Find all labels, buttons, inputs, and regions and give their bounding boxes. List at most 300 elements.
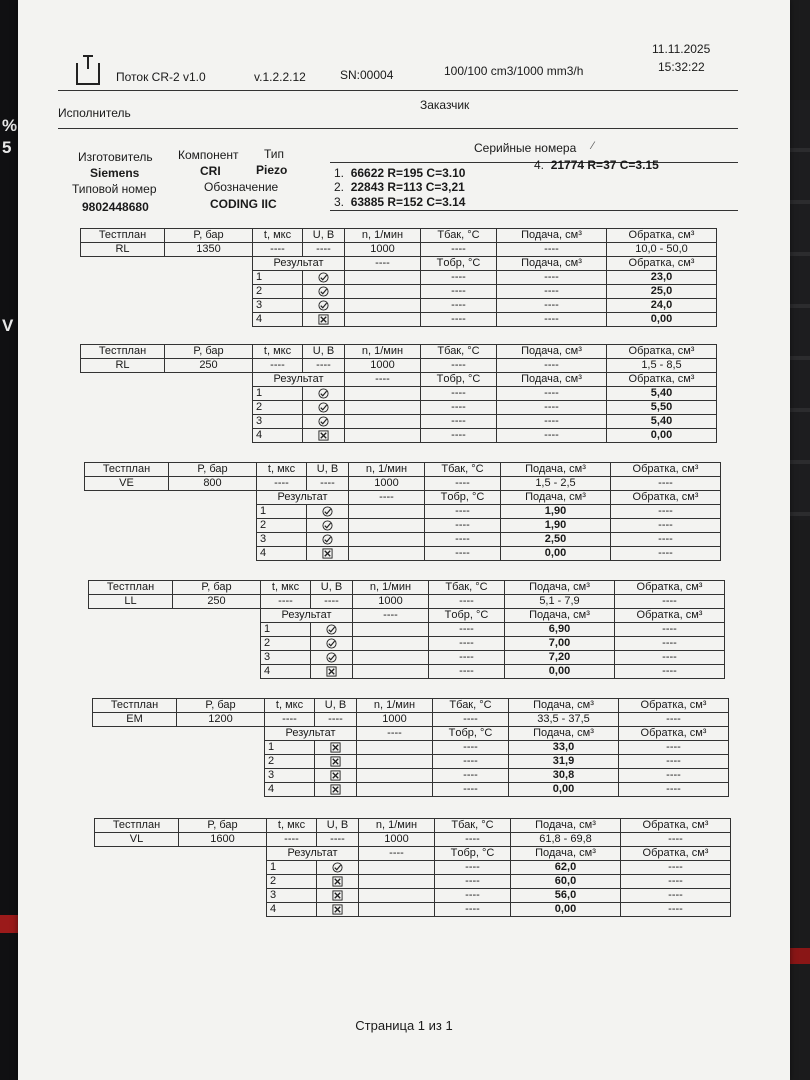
table-params-row: [81, 243, 717, 257]
table-cell: U, B: [303, 345, 345, 359]
table-cell: Обратка, см³: [619, 699, 729, 713]
manufacturer-value: Siemens: [90, 166, 140, 180]
table-cell: U, B: [303, 229, 345, 243]
return-range: ----: [619, 713, 729, 727]
designation-value: CODING IIC: [210, 197, 277, 211]
return-value: ----: [615, 623, 725, 637]
injector-index: 1: [253, 271, 303, 285]
pressure-value: 800: [169, 477, 257, 491]
typenum-label: Типовой номер: [72, 182, 157, 196]
return-value: 24,0: [607, 299, 717, 313]
background-glyph: V: [2, 316, 14, 335]
table-cell: Обратка, см³: [607, 229, 717, 243]
cross-icon: [315, 769, 357, 783]
return-value: ----: [621, 889, 731, 903]
supply-value: 0,00: [511, 903, 621, 917]
return-range: ----: [621, 833, 731, 847]
return-value: ----: [611, 505, 721, 519]
return-value: ----: [615, 651, 725, 665]
supply-value: 0,00: [505, 665, 615, 679]
supply-range: 33,5 - 37,5: [509, 713, 619, 727]
customer-label: Заказчик: [420, 98, 470, 112]
supply-value: ----: [497, 299, 607, 313]
table-cell: Tбак, °C: [435, 819, 511, 833]
return-value: ----: [611, 519, 721, 533]
return-value: ----: [619, 783, 729, 797]
component-value: CRI: [200, 164, 221, 178]
testplan-code: RL: [81, 359, 165, 373]
supply-range: 61,8 - 69,8: [511, 833, 621, 847]
table-cell: Подача, см³: [501, 463, 611, 477]
table-header-row: [81, 229, 717, 243]
table-cell: ----: [261, 595, 311, 609]
table-cell: ----: [429, 651, 505, 665]
rpm-value: 1000: [357, 713, 433, 727]
supply-value: 30,8: [509, 769, 619, 783]
pressure-value: 1600: [179, 833, 267, 847]
table-result-header: [89, 609, 725, 623]
check-icon: [307, 533, 349, 547]
supply-value: 6,90: [505, 623, 615, 637]
supply-value: ----: [497, 285, 607, 299]
cross-icon: [315, 741, 357, 755]
table-cell: ----: [429, 637, 505, 651]
table-row: [85, 505, 721, 519]
table-row: [81, 429, 717, 443]
table-cell: Подача, см³: [497, 373, 607, 387]
table-cell: U, B: [315, 699, 357, 713]
table-cell: ----: [257, 477, 307, 491]
table-cell: ----: [265, 713, 315, 727]
manufacturer-label: Изготовитель: [78, 150, 153, 164]
table-cell: t, мкс: [265, 699, 315, 713]
table-row: [95, 875, 731, 889]
injector-index: 1: [261, 623, 311, 637]
table-cell: ----: [317, 833, 359, 847]
table-cell: U, B: [317, 819, 359, 833]
table-cell: n, 1/мин: [349, 463, 425, 477]
table-cell: ----: [303, 359, 345, 373]
table-cell: Тестплан: [95, 819, 179, 833]
injector-index: 2: [253, 401, 303, 415]
table-cell: n, 1/мин: [345, 345, 421, 359]
page-footer: Страница 1 из 1: [355, 1018, 453, 1033]
table-cell: ----: [429, 665, 505, 679]
cross-icon: [317, 875, 359, 889]
table-header-row: [85, 463, 721, 477]
table-cell: ----: [349, 491, 425, 505]
serial-item: 4. 21774 R=37 C=3.15: [534, 158, 659, 172]
injector-index: 2: [253, 285, 303, 299]
table-cell: Обратка, см³: [611, 491, 721, 505]
table-cell: ----: [435, 833, 511, 847]
return-value: 0,00: [607, 313, 717, 327]
table-cell: Подача, см³: [501, 491, 611, 505]
table-cell: ----: [421, 401, 497, 415]
table-cell: Обратка, см³: [615, 581, 725, 595]
cross-icon: [311, 665, 353, 679]
table-row: [93, 741, 729, 755]
table-cell: ----: [435, 861, 511, 875]
table-cell: P, бар: [165, 229, 253, 243]
table-cell: Подача, см³: [505, 609, 615, 623]
table-row: [93, 769, 729, 783]
table-cell: Обратка, см³: [607, 257, 717, 271]
pen-mark-icon: ⁄: [592, 140, 594, 152]
result-label: Результат: [253, 373, 345, 387]
check-icon: [303, 271, 345, 285]
table-cell: n, 1/мин: [359, 819, 435, 833]
table-cell: P, бар: [177, 699, 265, 713]
table-row: [93, 783, 729, 797]
table-cell: Обратка, см³: [621, 819, 731, 833]
type-label: Тип: [264, 147, 285, 161]
serial-number: SN:00004: [340, 68, 394, 82]
return-value: ----: [611, 533, 721, 547]
cross-icon: [317, 903, 359, 917]
table-result-header: [93, 727, 729, 741]
table-row: [95, 889, 731, 903]
table-row: [95, 861, 731, 875]
return-value: ----: [619, 741, 729, 755]
return-value: 0,00: [607, 429, 717, 443]
table-cell: Обратка, см³: [619, 727, 729, 741]
table-row: [85, 533, 721, 547]
return-value: ----: [621, 861, 731, 875]
injector-index: 4: [265, 783, 315, 797]
injector-index: 1: [257, 505, 307, 519]
table-row: [89, 637, 725, 651]
table-cell: Обратка, см³: [607, 345, 717, 359]
table-cell: t, мкс: [257, 463, 307, 477]
return-value: 5,40: [607, 415, 717, 429]
supply-value: 2,50: [501, 533, 611, 547]
table-cell: Tобр, °C: [435, 847, 511, 861]
table-cell: P, бар: [165, 345, 253, 359]
table-result-header: [81, 257, 717, 271]
table-cell: Тестплан: [81, 229, 165, 243]
table-row: [81, 271, 717, 285]
table-row: [85, 519, 721, 533]
table-cell: ----: [303, 243, 345, 257]
table-cell: ----: [253, 359, 303, 373]
table-params-row: [81, 359, 717, 373]
pressure-value: 1200: [177, 713, 265, 727]
table-cell: Подача, см³: [497, 345, 607, 359]
table-cell: Tбак, °C: [425, 463, 501, 477]
table-cell: t, мкс: [261, 581, 311, 595]
test-table: [80, 228, 717, 327]
supply-value: 1,90: [501, 519, 611, 533]
table-cell: t, мкс: [253, 229, 303, 243]
table-cell: ----: [421, 299, 497, 313]
table-cell: ----: [429, 623, 505, 637]
return-value: ----: [615, 665, 725, 679]
supply-range: ----: [497, 359, 607, 373]
table-row: [89, 665, 725, 679]
testplan-code: RL: [81, 243, 165, 257]
check-icon: [303, 401, 345, 415]
software-version: v.1.2.2.12: [254, 70, 306, 84]
supply-value: ----: [497, 401, 607, 415]
serials-label: Серийные номера: [474, 141, 577, 155]
supply-value: 7,00: [505, 637, 615, 651]
table-row: [85, 547, 721, 561]
check-icon: [317, 861, 359, 875]
table-cell: Подача, см³: [511, 819, 621, 833]
table-cell: Tбак, °C: [429, 581, 505, 595]
table-cell: ----: [315, 713, 357, 727]
test-table: [92, 698, 729, 797]
table-cell: Подача, см³: [497, 229, 607, 243]
table-cell: ----: [421, 243, 497, 257]
rpm-value: 1000: [345, 359, 421, 373]
table-cell: ----: [267, 833, 317, 847]
table-cell: Подача, см³: [497, 257, 607, 271]
result-label: Результат: [257, 491, 349, 505]
table-cell: ----: [421, 387, 497, 401]
executor-rule: [58, 128, 738, 129]
table-cell: Обратка, см³: [611, 463, 721, 477]
table-cell: ----: [421, 285, 497, 299]
table-cell: n, 1/мин: [353, 581, 429, 595]
result-label: Результат: [253, 257, 345, 271]
table-cell: ----: [425, 519, 501, 533]
supply-range: ----: [497, 243, 607, 257]
table-cell: Подача, см³: [509, 699, 619, 713]
table-cell: Подача, см³: [509, 727, 619, 741]
check-icon: [311, 637, 353, 651]
cross-icon: [303, 429, 345, 443]
serial-item: 1. 66622 R=195 C=3.10: [334, 166, 466, 180]
serial-item: 3. 63885 R=152 C=3.14: [334, 195, 466, 209]
table-params-row: [85, 477, 721, 491]
table-cell: ----: [433, 741, 509, 755]
volume-spec: 100/100 cm3/1000 mm3/h: [444, 64, 584, 78]
table-cell: Tобр, °C: [429, 609, 505, 623]
table-cell: Подача, см³: [505, 581, 615, 595]
table-row: [89, 623, 725, 637]
table-cell: ----: [345, 373, 421, 387]
check-icon: [303, 299, 345, 313]
table-cell: ----: [253, 243, 303, 257]
check-icon: [311, 651, 353, 665]
table-cell: ----: [357, 727, 433, 741]
injector-index: 4: [257, 547, 307, 561]
table-row: [93, 755, 729, 769]
table-cell: P, бар: [173, 581, 261, 595]
return-range: ----: [611, 477, 721, 491]
report-time: 15:32:22: [658, 60, 705, 74]
supply-value: ----: [497, 271, 607, 285]
supply-value: 7,20: [505, 651, 615, 665]
injector-index: 3: [253, 415, 303, 429]
table-cell: Тестплан: [81, 345, 165, 359]
table-cell: ----: [421, 313, 497, 327]
table-cell: U, B: [311, 581, 353, 595]
testplan-code: VL: [95, 833, 179, 847]
supply-value: 33,0: [509, 741, 619, 755]
table-cell: ----: [345, 257, 421, 271]
supply-value: 60,0: [511, 875, 621, 889]
table-header-row: [93, 699, 729, 713]
table-cell: ----: [433, 783, 509, 797]
check-icon: [311, 623, 353, 637]
table-cell: ----: [359, 847, 435, 861]
table-cell: ----: [435, 875, 511, 889]
return-value: ----: [619, 755, 729, 769]
injector-index: 2: [257, 519, 307, 533]
table-cell: ----: [425, 505, 501, 519]
report-sheet: [18, 0, 790, 1080]
supply-value: ----: [497, 387, 607, 401]
cross-icon: [315, 783, 357, 797]
test-table: [94, 818, 731, 917]
testplan-code: LL: [89, 595, 173, 609]
table-cell: ----: [435, 903, 511, 917]
return-range: 1,5 - 8,5: [607, 359, 717, 373]
table-cell: ----: [429, 595, 505, 609]
return-range: 10,0 - 50,0: [607, 243, 717, 257]
table-header-row: [89, 581, 725, 595]
return-value: ----: [611, 547, 721, 561]
test-table: [80, 344, 717, 443]
serials-bottom-rule: [330, 210, 738, 211]
return-value: ----: [619, 769, 729, 783]
table-cell: U, B: [307, 463, 349, 477]
injector-index: 3: [267, 889, 317, 903]
table-params-row: [93, 713, 729, 727]
injector-index: 3: [261, 651, 311, 665]
supply-value: 62,0: [511, 861, 621, 875]
cross-icon: [317, 889, 359, 903]
type-value: Piezo: [256, 163, 288, 177]
check-icon: [303, 387, 345, 401]
table-cell: ----: [433, 713, 509, 727]
report-date: 11.11.2025: [652, 42, 711, 56]
table-row: [81, 285, 717, 299]
return-range: ----: [615, 595, 725, 609]
table-row: [95, 903, 731, 917]
return-value: ----: [615, 637, 725, 651]
pressure-value: 250: [173, 595, 261, 609]
executor-label: Исполнитель: [58, 106, 131, 120]
injector-index: 1: [253, 387, 303, 401]
table-row: [81, 415, 717, 429]
return-value: 25,0: [607, 285, 717, 299]
testplan-code: VE: [85, 477, 169, 491]
result-label: Результат: [261, 609, 353, 623]
table-result-header: [85, 491, 721, 505]
result-label: Результат: [267, 847, 359, 861]
injector-index: 1: [265, 741, 315, 755]
injector-index: 2: [265, 755, 315, 769]
table-params-row: [95, 833, 731, 847]
table-cell: Обратка, см³: [621, 847, 731, 861]
logo-icon: [76, 63, 100, 85]
injector-index: 1: [267, 861, 317, 875]
table-row: [81, 401, 717, 415]
injector-index: 4: [253, 313, 303, 327]
table-cell: ----: [421, 271, 497, 285]
table-header-row: [95, 819, 731, 833]
return-value: 5,50: [607, 401, 717, 415]
table-cell: Обратка, см³: [615, 609, 725, 623]
rpm-value: 1000: [359, 833, 435, 847]
return-value: ----: [621, 875, 731, 889]
return-value: 23,0: [607, 271, 717, 285]
table-cell: ----: [421, 415, 497, 429]
rpm-value: 1000: [349, 477, 425, 491]
supply-value: ----: [497, 313, 607, 327]
supply-value: 56,0: [511, 889, 621, 903]
device-name: Поток CR-2 v1.0: [116, 70, 206, 84]
table-cell: ----: [421, 359, 497, 373]
pressure-value: 250: [165, 359, 253, 373]
rpm-value: 1000: [345, 243, 421, 257]
injector-index: 4: [261, 665, 311, 679]
table-row: [89, 651, 725, 665]
cross-icon: [303, 313, 345, 327]
table-cell: Подача, см³: [511, 847, 621, 861]
table-cell: Тестплан: [89, 581, 173, 595]
table-row: [81, 299, 717, 313]
supply-value: 0,00: [501, 547, 611, 561]
table-row: [81, 387, 717, 401]
table-cell: Тестплан: [93, 699, 177, 713]
rpm-value: 1000: [353, 595, 429, 609]
table-cell: Tбак, °C: [421, 345, 497, 359]
injector-index: 2: [267, 875, 317, 889]
check-icon: [307, 505, 349, 519]
check-icon: [303, 415, 345, 429]
table-cell: ----: [435, 889, 511, 903]
test-table: [88, 580, 725, 679]
table-cell: t, мкс: [253, 345, 303, 359]
injector-index: 3: [257, 533, 307, 547]
cross-icon: [315, 755, 357, 769]
table-cell: Tобр, °C: [425, 491, 501, 505]
table-result-header: [95, 847, 731, 861]
injector-index: 3: [253, 299, 303, 313]
supply-value: 0,00: [509, 783, 619, 797]
table-cell: ----: [311, 595, 353, 609]
cross-icon: [307, 547, 349, 561]
table-cell: ----: [425, 547, 501, 561]
check-icon: [303, 285, 345, 299]
background-glyph: 5: [2, 138, 12, 157]
header-rule: [58, 90, 738, 91]
injector-index: 3: [265, 769, 315, 783]
injector-index: 4: [267, 903, 317, 917]
table-cell: t, мкс: [267, 819, 317, 833]
table-cell: P, бар: [169, 463, 257, 477]
typenum-value: 9802448680: [82, 200, 149, 214]
table-params-row: [89, 595, 725, 609]
return-value: 5,40: [607, 387, 717, 401]
serial-item: 2. 22843 R=113 C=3,21: [334, 180, 465, 194]
table-cell: Tбак, °C: [421, 229, 497, 243]
return-value: ----: [621, 903, 731, 917]
table-cell: Tобр, °C: [421, 373, 497, 387]
supply-range: 1,5 - 2,5: [501, 477, 611, 491]
background-glyph: %: [2, 116, 18, 135]
table-cell: ----: [433, 769, 509, 783]
table-header-row: [81, 345, 717, 359]
pressure-value: 1350: [165, 243, 253, 257]
table-cell: Тестплан: [85, 463, 169, 477]
table-result-header: [81, 373, 717, 387]
